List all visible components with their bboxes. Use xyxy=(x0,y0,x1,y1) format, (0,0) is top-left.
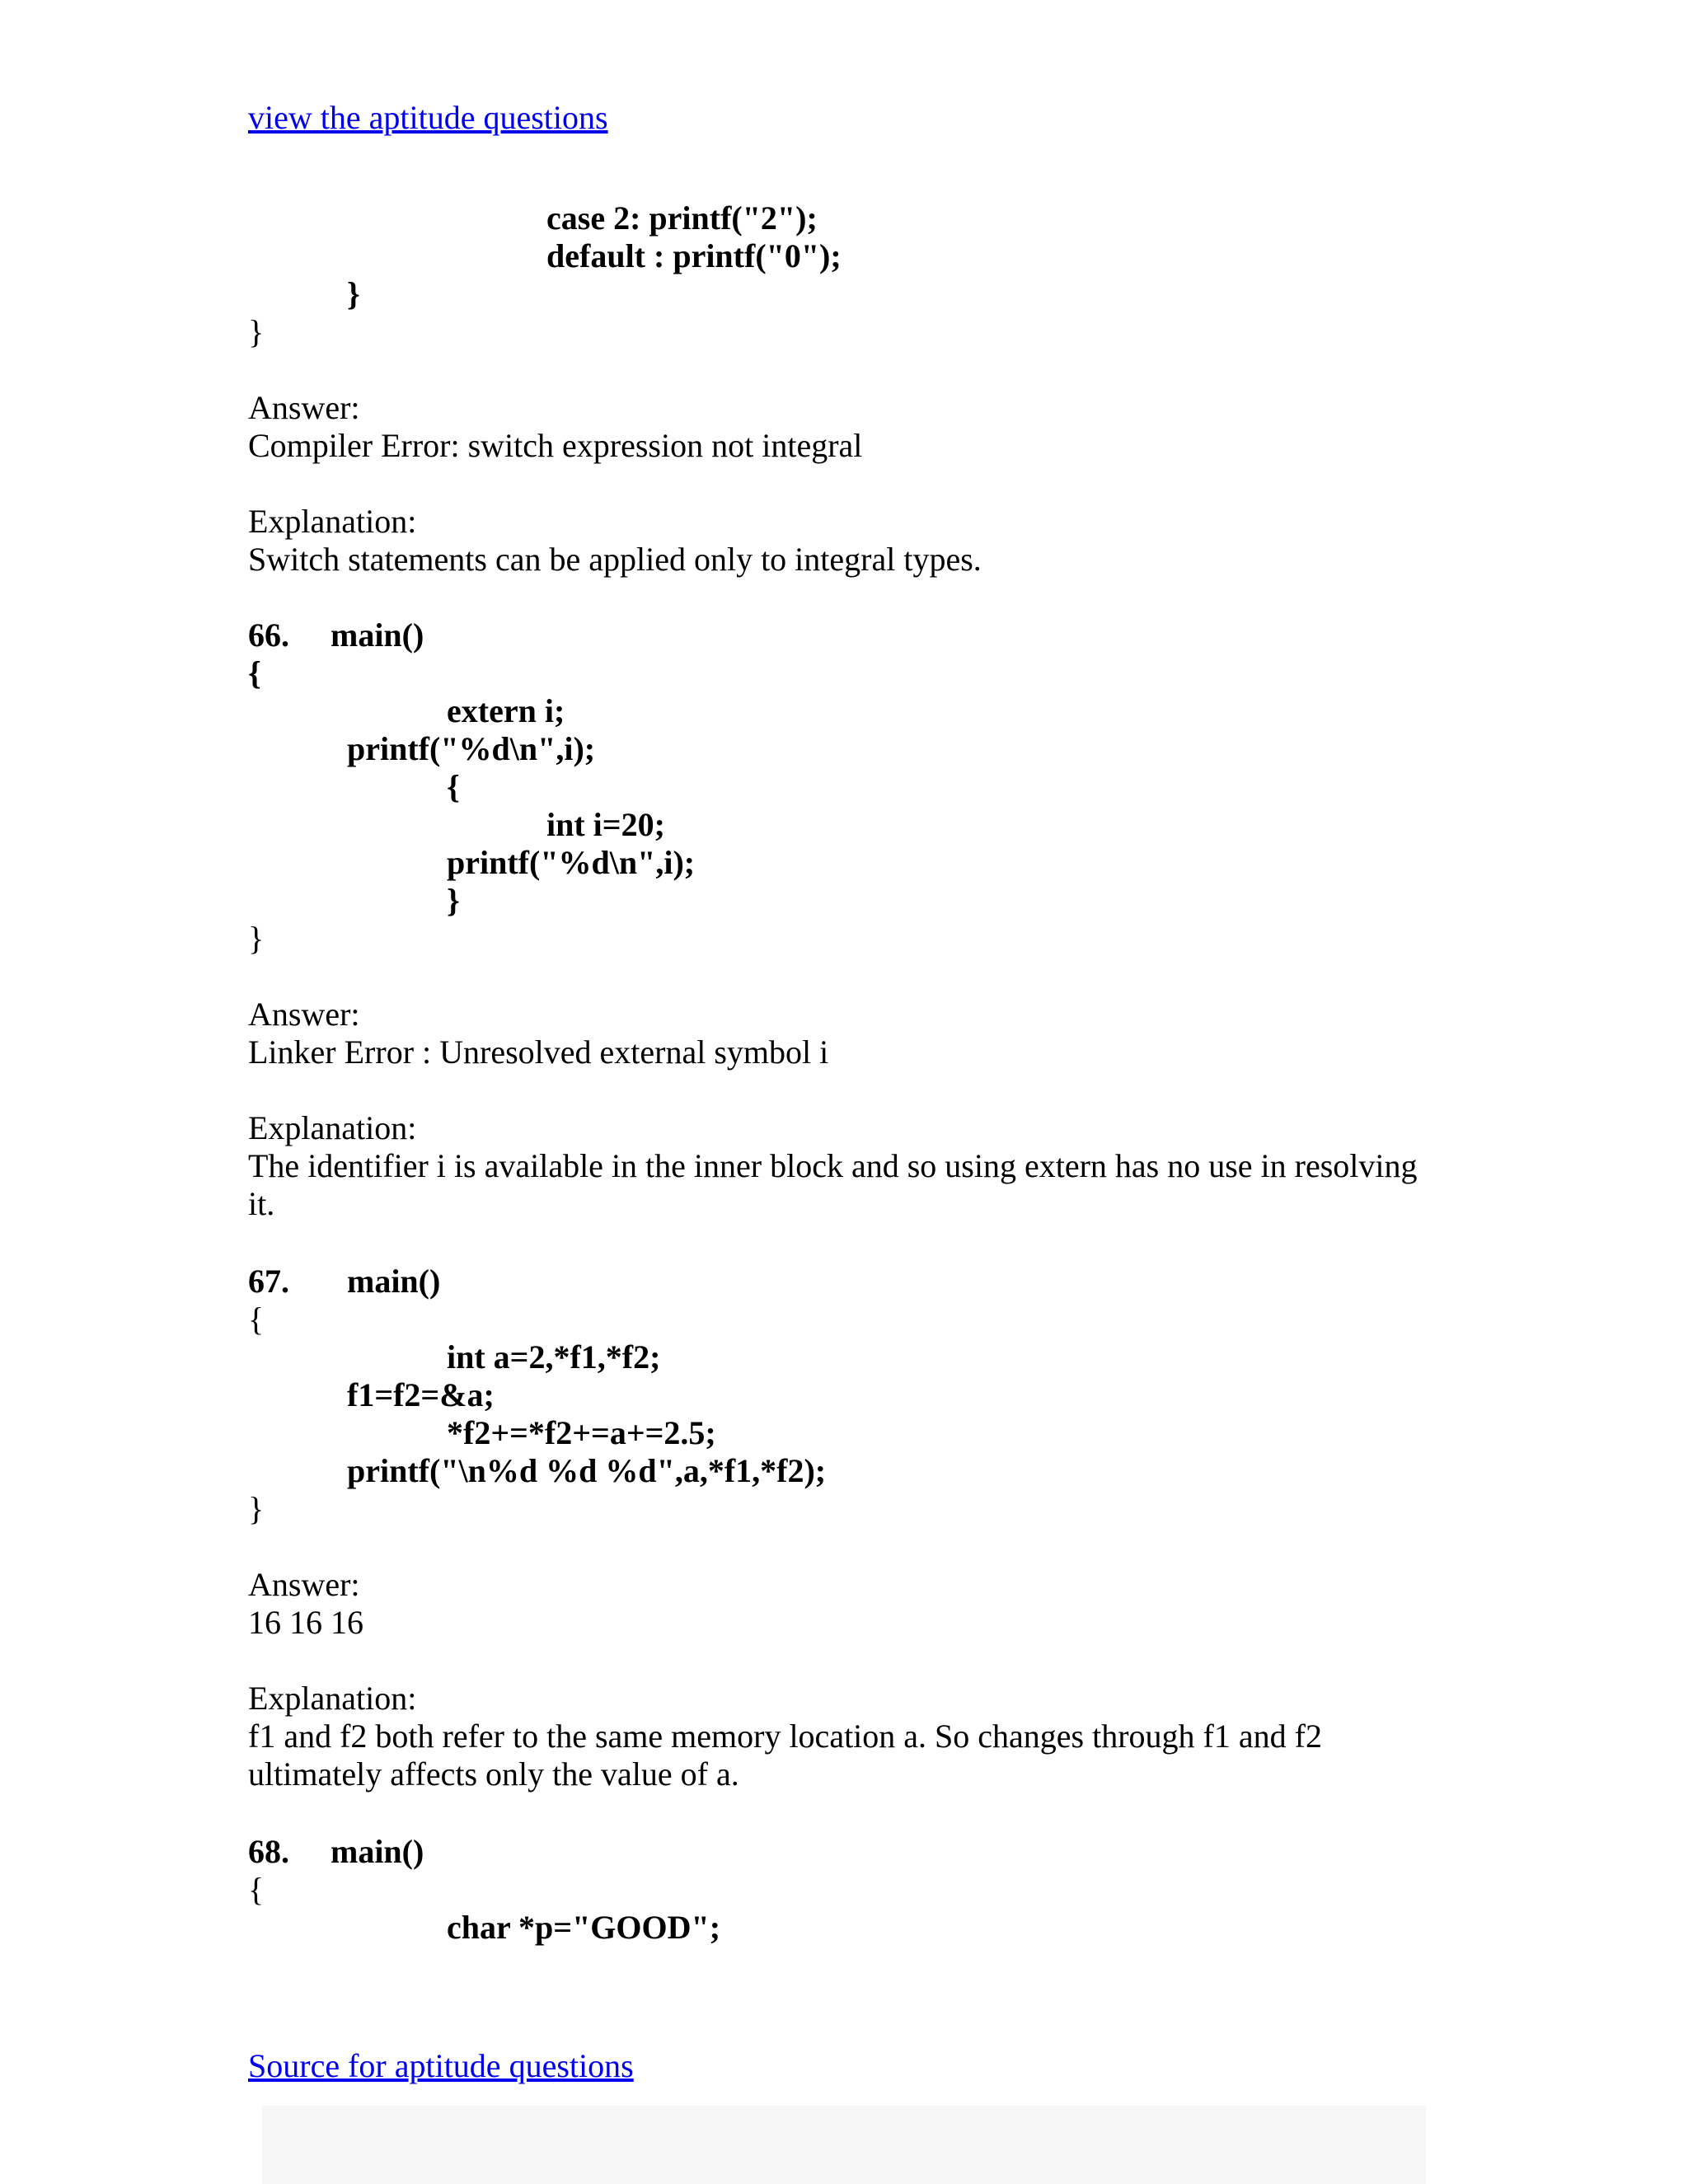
q68-code-line1: char *p="GOOD"; xyxy=(447,1909,721,1946)
q66-code-line2: printf("%d\n",i); xyxy=(347,730,596,767)
q68-number: 68. xyxy=(248,1833,289,1870)
view-aptitude-questions-link[interactable]: view the aptitude questions xyxy=(248,99,608,136)
q65-answer-text: Compiler Error: switch expression not integral xyxy=(248,427,863,464)
q66-explanation-line2: it. xyxy=(248,1185,275,1222)
q67-explanation-line2: ultimately affects only the value of a. xyxy=(248,1755,739,1793)
q65-code-case2: case 2: printf("2"); xyxy=(546,199,818,237)
q66-code-open-brace: { xyxy=(248,654,261,691)
q67-code-line2: f1=f2=&a; xyxy=(347,1376,495,1413)
source-aptitude-questions-link[interactable]: Source for aptitude questions xyxy=(248,2047,634,2084)
q66-answer-text: Linker Error : Unresolved external symbol i xyxy=(248,1033,829,1071)
q66-code-line1: extern i; xyxy=(447,692,565,729)
q68-main: main() xyxy=(331,1833,424,1870)
q66-number: 66. xyxy=(248,616,289,654)
q67-code-line4: printf("\n%d %d %d",a,*f1,*f2); xyxy=(347,1452,827,1489)
q68-code-open-brace: { xyxy=(248,1871,265,1908)
page-bottom-shade xyxy=(262,2106,1426,2184)
q65-code-inner-close: } xyxy=(347,275,360,312)
q67-explanation-line1: f1 and f2 both refer to the same memory location a. So changes through f1 and f2 xyxy=(248,1718,1322,1755)
q67-code-line1: int a=2,*f1,*f2; xyxy=(447,1338,661,1376)
q67-code-close-brace: } xyxy=(248,1490,265,1527)
q65-code-outer-close: } xyxy=(248,313,265,350)
q67-code-open-brace: { xyxy=(248,1301,265,1338)
q66-answer-label: Answer: xyxy=(248,996,360,1033)
q66-code-line3: { xyxy=(447,768,460,805)
q65-explanation-label: Explanation: xyxy=(248,503,417,540)
q66-code-line4: int i=20; xyxy=(546,806,665,843)
q66-code-line6: } xyxy=(447,882,460,919)
q66-explanation-line1: The identifier i is available in the inner block and so using extern has no use in resolving xyxy=(248,1147,1418,1184)
q66-explanation-label: Explanation: xyxy=(248,1109,417,1146)
q67-answer-text: 16 16 16 xyxy=(248,1604,363,1641)
q66-code-line5: printf("%d\n",i); xyxy=(447,844,696,881)
q67-main: main() xyxy=(347,1263,441,1300)
q65-code-default: default : printf("0"); xyxy=(546,237,842,274)
q67-answer-label: Answer: xyxy=(248,1566,360,1603)
q66-code-close-brace: } xyxy=(248,920,265,957)
q67-code-line3: *f2+=*f2+=a+=2.5; xyxy=(447,1414,716,1451)
q65-answer-label: Answer: xyxy=(248,389,360,426)
q65-explanation-text: Switch statements can be applied only to integral types. xyxy=(248,541,982,578)
q67-explanation-label: Explanation: xyxy=(248,1680,417,1717)
q67-number: 67. xyxy=(248,1263,289,1300)
q66-main: main() xyxy=(331,616,424,654)
